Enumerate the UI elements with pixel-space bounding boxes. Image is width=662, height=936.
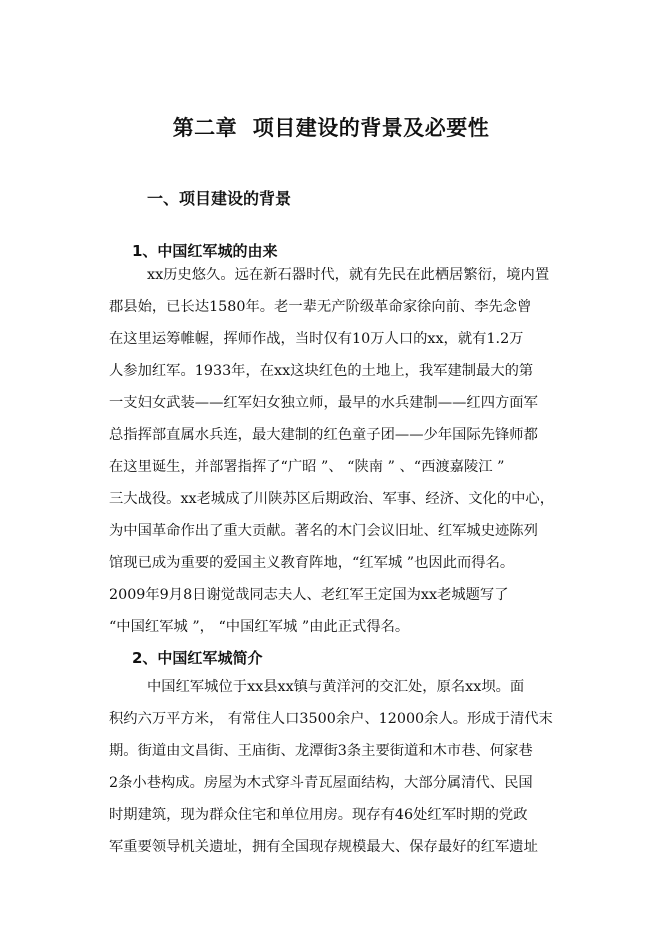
subsection-heading-intro: 2、中国红军城简介 [132,649,263,667]
chapter-title: 第二章 项目建设的背景及必要性 [172,116,490,140]
paragraph-line: 总指挥部直属水兵连，最大建制的红色童子团——少年国际先锋师都 [109,427,538,443]
paragraph-line: 积约六万平方米， 有常住人口3500余户、12000余人。形成于清代末 [109,711,553,727]
subsection-heading-origin: 1、中国红军城的由来 [132,242,278,260]
paragraph-line: 一支妇女武装——红军妇女独立师，最早的水兵建制——红四方面军 [109,395,538,411]
paragraph-line: 期。街道由文昌街、王庙街、龙潭街3条主要街道和木市巷、何家巷 [109,743,533,759]
paragraph-line: 2009年9月8日谢觉哉同志夫人、老红军王定国为xx老城题写了 [109,587,509,603]
paragraph-line: 郡县始，已长达1580年。老一辈无产阶级革命家徐向前、李先念曾 [109,299,532,315]
paragraph-line: 在这里运筹帷幄，挥师作战，当时仅有10万人口的xx，就有1.2万 [109,331,524,347]
paragraph-line: 三大战役。xx老城成了川陕苏区后期政治、军事、经济、文化的中心， [109,491,555,507]
paragraph-line: “中国红军城 ”， “中国红军城 ”由此正式得名。 [109,619,410,635]
paragraph-line: xx历史悠久。远在新石器时代，就有先民在此栖居繁衍，境内置 [147,267,550,283]
paragraph-line: 人参加红军。1933年，在xx这块红色的土地上，我军建制最大的第 [109,363,534,379]
section-heading: 一、项目建设的背景 [147,189,292,208]
paragraph-line: 2条小巷构成。房屋为木式穿斗青瓦屋面结构，大部分属清代、民国 [109,775,533,791]
paragraph-line: 时期建筑，现为群众住宅和单位用房。现存有46处红军时期的党政 [109,807,528,823]
paragraph-line: 军重要领导机关遗址，拥有全国现存规模最大、保存最好的红军遗址 [109,839,538,855]
paragraph-line: 在这里诞生，并部署指挥了“广昭 ”、 “陕南 ” 、“西渡嘉陵江 ” [109,459,505,475]
paragraph-line: 馆现已成为重要的爱国主义教育阵地，“红军城 ”也因此而得名。 [109,555,515,571]
paragraph-line: 为中国革命作出了重大贡献。著名的木门会议旧址、红军城史迹陈列 [109,523,538,539]
paragraph-line: 中国红军城位于xx县xx镇与黄洋河的交汇处，原名xx坝。面 [147,679,525,695]
